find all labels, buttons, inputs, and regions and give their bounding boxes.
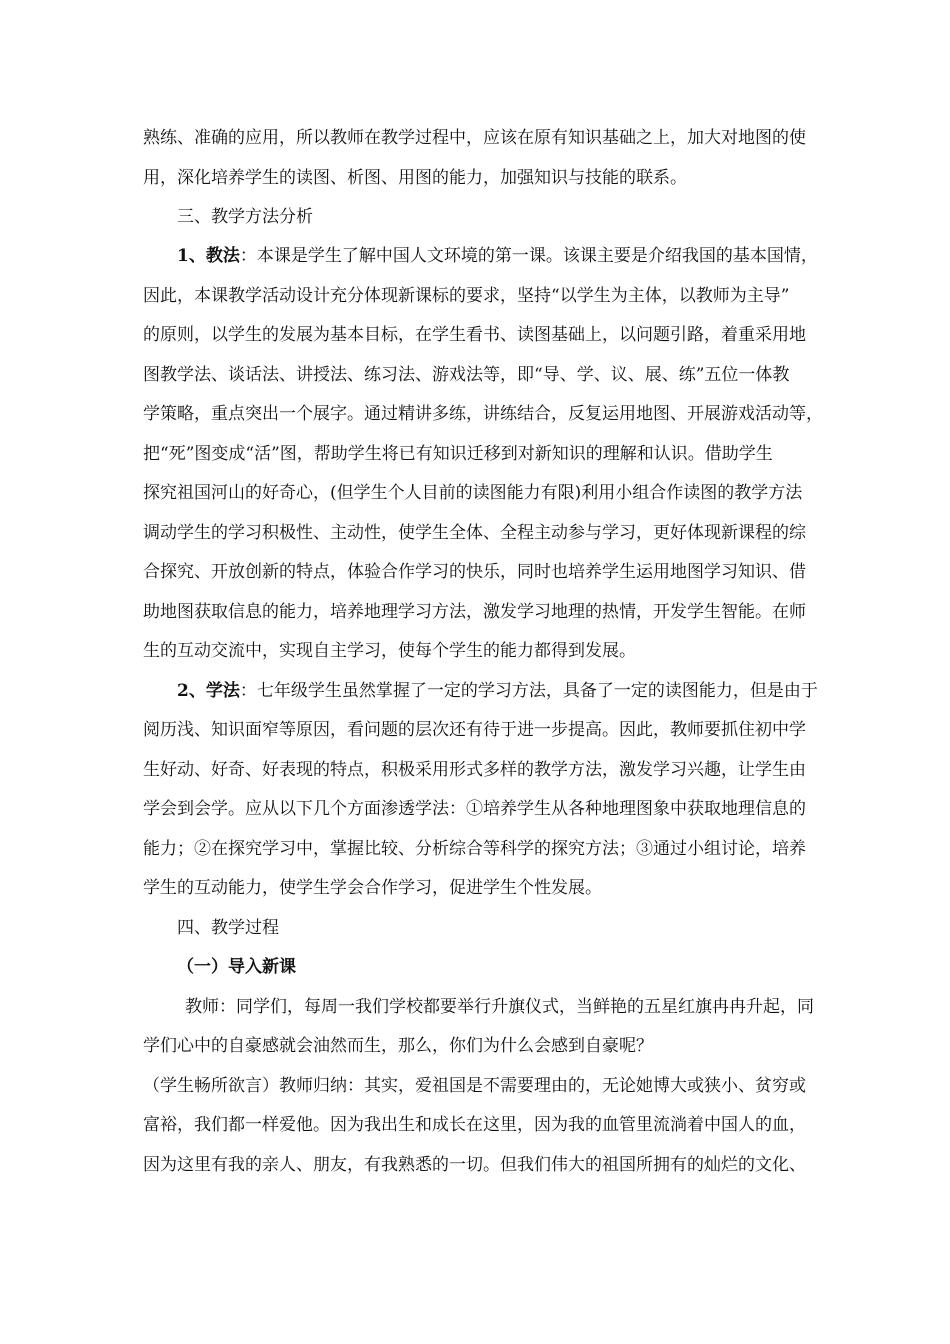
text-line: 助地图获取信息的能力，培养地理学习方法，激发学习地理的热情，开发学生智能。在师	[143, 602, 806, 622]
text-line: 的原则，以学生的发展为基本目标，在学生看书、读图基础上，以问题引路，着重采用地	[143, 325, 806, 345]
paragraph-learning-method-line	[177, 680, 818, 702]
text-line: 调动学生的学习积极性、主动性，使学生全体、全程主动参与学习，更好体现新课程的综	[143, 523, 806, 543]
teaching-method-label: 1、教法	[177, 246, 240, 266]
text-line: 探究祖国河山的好奇心，(但学生个人目前的读图能力有限)利用小组合作读图的教学方法	[143, 483, 803, 503]
text-line: 因为这里有我的亲人、朋友，有我熟悉的一切。但我们伟大的祖国所拥有的灿烂的文化、	[143, 1155, 806, 1175]
text-line: 把“死”图变成“活”图，帮助学生将已有知识迁移到对新知识的理解和认识。借助学生	[143, 444, 773, 464]
text-line: 生的互动交流中，实现自主学习，使每个学生的能力都得到发展。	[143, 641, 636, 661]
text-line: 熟练、准确的应用，所以教师在教学过程中，应该在原有知识基础之上，加大对地图的使	[143, 128, 806, 148]
text-line: 学策略，重点突出一个展字。通过精讲多练，讲练结合，反复运用地图、开展游戏活动等，	[143, 404, 823, 424]
text-line: 图教学法、谈话法、讲授法、练习法、游戏法等，即“导、学、议、展、练”五位一体教	[143, 365, 790, 385]
text-line: 用，深化培养学生的读图、析图、用图的能力，加强知识与技能的联系。	[143, 168, 687, 188]
text-line: 能力；②在探究学习中，掌握比较、分析综合等科学的探究方法；③通过小组讨论，培养	[143, 839, 806, 859]
learning-method-label: 2、学法	[177, 681, 240, 701]
section-heading-teaching-methods: 三、教学方法分析	[177, 207, 313, 227]
text-line: 合探究、开放创新的特点，体验合作学习的快乐，同时也培养学生运用地图学习知识、借	[143, 562, 806, 582]
subsection-heading-intro: （一）导入新课	[177, 957, 296, 977]
section-heading-teaching-process: 四、教学过程	[177, 918, 279, 938]
text-line: （学生畅所欲言）教师归纳：其实，爱祖国是不需要理由的，无论她博大或狭小、贫穷或	[143, 1076, 806, 1096]
text-run: ：本课是学生了解中国人文环境的第一课。该课主要是介绍我国的基本国情，	[239, 246, 818, 266]
text-line: 富裕，我们都一样爱他。因为我出生和成长在这里，因为我的血管里流淌着中国人的血，	[143, 1115, 806, 1135]
text-line: 学生的互动能力，使学生学会合作学习，促进学生个性发展。	[143, 878, 602, 898]
text-line: 学们心中的自豪感就会油然而生，那么，你们为什么会感到自豪呢？	[143, 1036, 653, 1056]
text-line: 阅历浅、知识面窄等原因，看问题的层次还有待于进一步提高。因此，教师要抓住初中学	[143, 720, 806, 740]
text-run: ：七年级学生虽然掌握了一定的学习方法，具备了一定的读图能力，但是由于	[239, 681, 818, 701]
text-line: 学会到会学。应从以下几个方面渗透学法：①培养学生从各种地理图象中获取地理信息的	[143, 799, 806, 819]
text-line: 因此，本课教学活动设计充分体现新课标的要求，坚持“以学生为主体，以教师为主导”	[143, 286, 790, 306]
text-line: 教师：同学们，每周一我们学校都要举行升旗仪式，当鲜艳的五星红旗冉冉升起，同	[185, 997, 814, 1017]
text-line: 生好动、好奇、好表现的特点，积极采用形式多样的教学方法，激发学习兴趣，让学生由	[143, 760, 806, 780]
paragraph-teaching-method-line	[177, 245, 818, 267]
